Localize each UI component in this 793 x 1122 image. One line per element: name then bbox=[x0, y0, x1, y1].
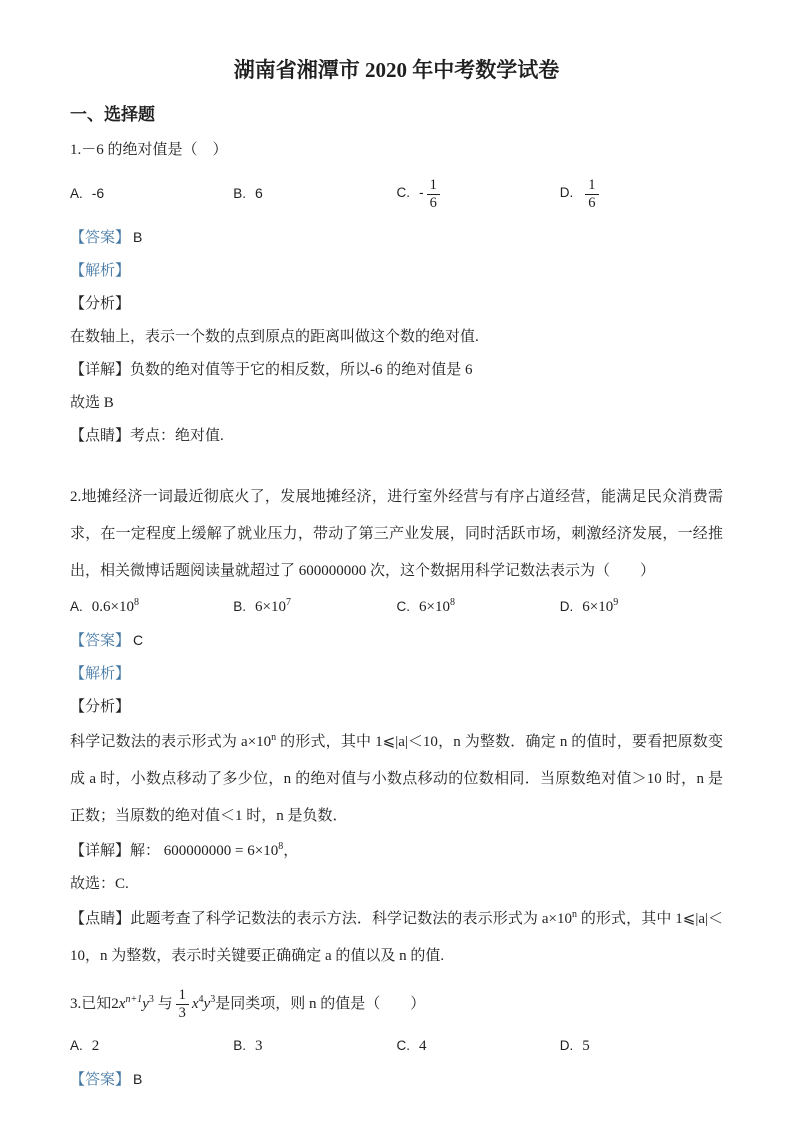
option-value: 6×10 bbox=[582, 599, 614, 615]
q1-fenxi-text: 在数轴上，表示一个数的点到原点的距离叫做这个数的绝对值. bbox=[70, 329, 479, 345]
fenxi-text-part: 的形式，其中 1⩽|a|＜10，n 为整数．确定 n 的值时，要看把原数变成 a 时，小数点移动了多少位，n 的绝对值与小数点移动的位数相同．当原数绝对值＞10 时，n 是正数；当原数的绝对值＜1 时，n 是负数． bbox=[70, 734, 723, 824]
doc-title: 湖南省湘潭市 2020 年中考数学试卷 bbox=[233, 58, 560, 82]
q2-option-b bbox=[233, 590, 396, 624]
jiexi-tag: 【解析】 bbox=[70, 666, 131, 682]
exponent: 3 bbox=[210, 994, 216, 1005]
q2-answer-line bbox=[70, 624, 723, 658]
option-label: B. bbox=[233, 186, 247, 201]
fraction bbox=[176, 987, 189, 1022]
q2-dianjing-part: 此题考查了科学记数法的表示方法．科学记数法的表示形式为 a×10 bbox=[130, 911, 572, 927]
q1-dianjing-text: 考点：绝对值. bbox=[130, 428, 224, 444]
q1-fenxi-tag-line bbox=[70, 288, 723, 321]
variable: x bbox=[191, 996, 199, 1012]
q3-option-c bbox=[397, 1029, 560, 1063]
q2-conclusion: 故选：C. bbox=[70, 876, 129, 892]
q2-xiangjie-intro: 解： bbox=[130, 843, 164, 859]
option-value: -6 bbox=[91, 185, 105, 201]
q2-option-a bbox=[70, 590, 233, 624]
q1-option-a bbox=[70, 177, 233, 211]
q1-options bbox=[70, 167, 723, 221]
q1-answer-line bbox=[70, 221, 723, 255]
q3-stem-part: 3.已知 bbox=[70, 996, 112, 1012]
exponent: 8 bbox=[449, 597, 455, 608]
option-label: C. bbox=[396, 1038, 410, 1053]
dianjing-tag: 【点睛】 bbox=[70, 428, 131, 444]
q2-option-c bbox=[397, 590, 560, 624]
q2-xiangjie-comma: ， bbox=[283, 843, 299, 859]
option-label: B. bbox=[233, 1038, 247, 1053]
coefficient: 2 bbox=[111, 996, 119, 1012]
q1-answer-value: B bbox=[133, 229, 143, 245]
variable: y bbox=[203, 996, 211, 1012]
option-label: A. bbox=[70, 186, 83, 201]
variable: y bbox=[142, 996, 149, 1012]
exponent: 8 bbox=[278, 841, 284, 852]
option-value: 6×10 bbox=[419, 599, 450, 615]
fraction bbox=[427, 177, 440, 212]
q3-option-a bbox=[70, 1029, 233, 1063]
q3-option-d bbox=[560, 1029, 723, 1063]
option-label: D. bbox=[559, 599, 574, 614]
q1-option-c bbox=[397, 176, 560, 211]
q1-jiexi-line bbox=[70, 255, 723, 288]
variable: x bbox=[118, 996, 126, 1012]
q1-dianjing-line bbox=[70, 420, 723, 453]
option-label: C. bbox=[396, 599, 410, 614]
fraction-numerator: 1 bbox=[585, 177, 598, 195]
option-label: A. bbox=[70, 1038, 83, 1053]
question-3 bbox=[70, 979, 723, 1097]
q3-answer-line bbox=[70, 1063, 723, 1097]
q2-dianjing-line bbox=[70, 901, 723, 975]
section-heading: 一、选择题 bbox=[70, 105, 155, 124]
q1-option-d bbox=[560, 176, 723, 211]
exponent: 3 bbox=[148, 994, 154, 1005]
q3-stem bbox=[70, 979, 723, 1029]
answer-tag: 【答案】 bbox=[70, 230, 131, 246]
option-label: C. bbox=[396, 185, 410, 201]
option-value: 6×10 bbox=[255, 599, 286, 615]
q2-answer-value: C bbox=[133, 632, 144, 648]
xiangjie-tag: 【详解】 bbox=[70, 843, 131, 859]
option-label: A. bbox=[70, 599, 83, 614]
q2-options bbox=[70, 590, 723, 624]
jiexi-tag: 【解析】 bbox=[70, 263, 131, 279]
exponent: 4 bbox=[198, 994, 204, 1005]
question-2 bbox=[70, 479, 723, 975]
q2-stem: 2.地摊经济一词最近彻底火了，发展地摊经济，进行室外经营与有序占道经营，能满足民众消费需求，在一定程度上缓解了就业压力，带动了第三产业发展，同时活跃市场，刺激经济发展，一经推出，相关微博话题阅读量就超过了 600000000 次，这个数据用科学记数法表示为（ ） bbox=[70, 489, 723, 579]
option-label: D. bbox=[559, 185, 574, 201]
q3-option-b bbox=[233, 1029, 396, 1063]
fraction-denominator: 6 bbox=[588, 194, 596, 211]
exponent: n+1 bbox=[125, 994, 143, 1005]
q3-stem-part: 与 bbox=[153, 996, 173, 1012]
fenxi-tag: 【分析】 bbox=[70, 296, 131, 312]
option-label: B. bbox=[233, 599, 247, 614]
exponent: 9 bbox=[613, 597, 619, 608]
minus-sign: - bbox=[419, 184, 424, 201]
fraction-numerator: 1 bbox=[176, 987, 189, 1005]
q1-option-b bbox=[233, 177, 396, 211]
q2-fenxi-tag-line bbox=[70, 691, 723, 724]
exponent: 7 bbox=[285, 597, 291, 608]
q1-stem: 1.－6 的绝对值是（ ） bbox=[70, 142, 228, 158]
fraction-numerator: 1 bbox=[427, 177, 440, 195]
q1-xiangjie-text: 负数的绝对值等于它的相反数，所以-6 的绝对值是 6 bbox=[130, 362, 473, 378]
option-value: 3 bbox=[255, 1038, 263, 1054]
exponent: n bbox=[271, 732, 277, 743]
fraction bbox=[585, 177, 598, 212]
option-value: 2 bbox=[91, 1038, 100, 1054]
q2-xiangjie-formula: 600000000 = 6×10 bbox=[163, 843, 279, 859]
fraction-denominator: 6 bbox=[429, 194, 437, 211]
q2-jiexi-line bbox=[70, 658, 723, 691]
q2-dianjing-part: 的形式，其中 1⩽|a|＜10，n 为整数，表示时关键要正确确定 a 的值以及 n 的值. bbox=[70, 911, 723, 964]
option-value: 5 bbox=[582, 1038, 590, 1054]
option-value: 0.6×10 bbox=[91, 599, 134, 615]
q3-answer-value: B bbox=[133, 1071, 143, 1087]
question-1 bbox=[70, 134, 723, 453]
xiangjie-tag: 【详解】 bbox=[70, 362, 131, 378]
q1-xiangjie-line bbox=[70, 354, 723, 387]
q3-options bbox=[70, 1029, 723, 1063]
answer-tag: 【答案】 bbox=[70, 1072, 131, 1088]
q3-stem-part: 是同类项，则 n 的值是（ ） bbox=[215, 996, 426, 1012]
q1-conclusion: 故选 B bbox=[70, 395, 114, 411]
option-value: 6 bbox=[255, 185, 263, 201]
q2-fenxi-text bbox=[70, 724, 723, 835]
option-label: D. bbox=[559, 1038, 574, 1053]
q2-xiangjie-line bbox=[70, 835, 723, 868]
exponent: n bbox=[571, 909, 577, 920]
fenxi-text-part: 科学记数法的表示形式为 a×10 bbox=[70, 734, 272, 750]
answer-tag: 【答案】 bbox=[70, 633, 131, 649]
option-value: 4 bbox=[419, 1038, 427, 1054]
q2-option-d bbox=[560, 590, 723, 624]
exponent: 8 bbox=[133, 597, 139, 608]
dianjing-tag: 【点睛】 bbox=[70, 911, 131, 927]
fraction-denominator: 3 bbox=[178, 1005, 186, 1022]
fenxi-tag: 【分析】 bbox=[70, 699, 131, 715]
